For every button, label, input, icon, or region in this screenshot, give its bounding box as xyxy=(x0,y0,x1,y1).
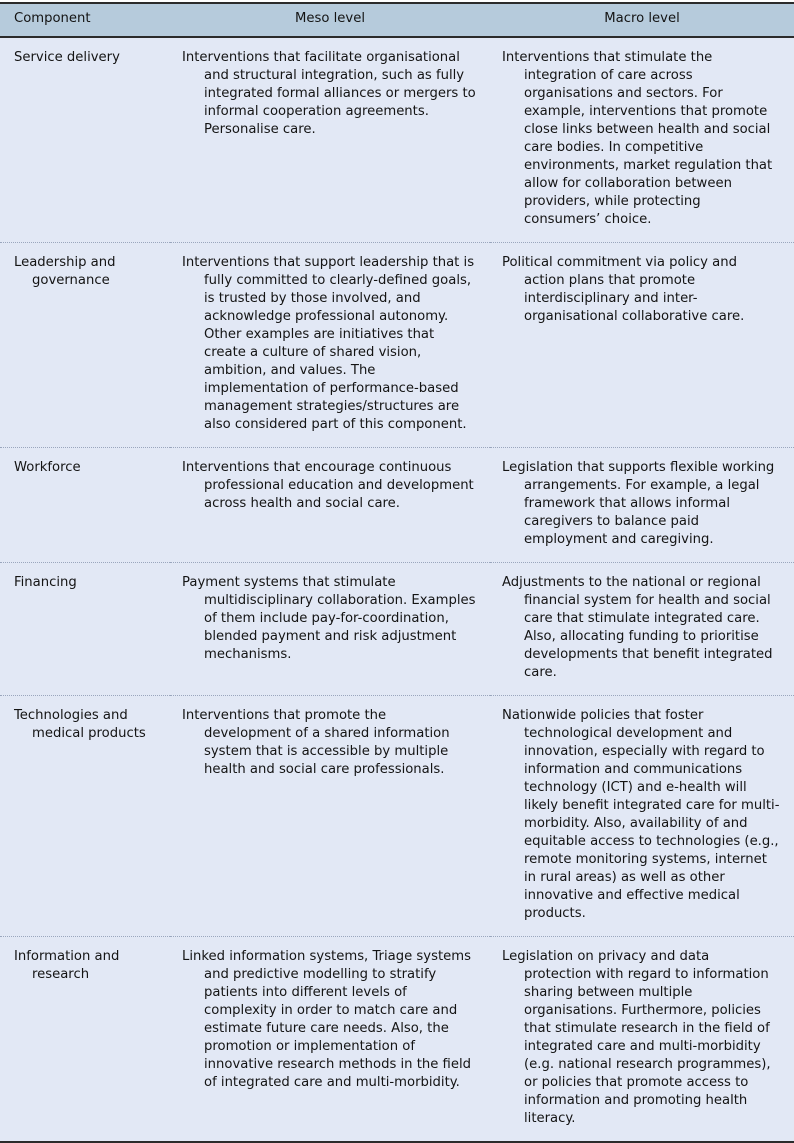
table-row xyxy=(0,695,794,936)
component-name xyxy=(0,37,170,243)
component-name-text: Technologies and medical products xyxy=(14,707,146,741)
macro-level-description xyxy=(490,562,794,695)
macro-level-description xyxy=(490,37,794,243)
meso-level-description-text: Interventions that support leadership that is fully committed to clearly-defined goals, is trusted by those involved, and acknowledge professional autonomy. Other examples are initiatives that create a culture of shared vision, ambition, and values. The implementation of performance-based management strategies/structures are also considered part of this component. xyxy=(182,254,475,432)
macro-level-description-text: Political commitment via policy and action plans that promote interdisciplinary and inter-organisational collaborative care. xyxy=(502,254,745,324)
component-name xyxy=(0,242,170,447)
component-name-text: Information and research xyxy=(14,949,120,983)
meso-level-description-text: Interventions that promote the development of a shared information system that is accessible by multiple health and social care professionals. xyxy=(182,707,450,778)
table-row xyxy=(0,242,794,447)
component-name xyxy=(0,562,170,695)
column-header-macro-level: Macro level xyxy=(490,4,794,37)
meso-level-description-text: Linked information systems, Triage systems and predictive modelling to stratify patients into different levels of complexity in order to match care and estimate future care needs. Also, the promotion or implementation of innovative research methods in the field of integrated care and multi-morbidity. xyxy=(182,949,472,1091)
header-row xyxy=(0,4,794,37)
macro-level-description xyxy=(490,242,794,447)
meso-level-description xyxy=(170,937,490,1142)
macro-level-description xyxy=(490,447,794,562)
macro-level-description xyxy=(490,937,794,1142)
macro-level-description-text: Interventions that stimulate the integration of care across organisations and sectors. For example, interventions that promote close links between health and social care bodies. In competitive environments, market regulation that allow for collaboration between providers, while protecting consumers’ choice. xyxy=(502,49,773,227)
meso-level-description xyxy=(170,562,490,695)
meso-level-description-text: Payment systems that stimulate multidisciplinary collaboration. Examples of them include pay-for-coordination, blended payment and risk adjustment mechanisms. xyxy=(182,574,476,662)
macro-level-description xyxy=(490,695,794,936)
macro-level-description-text: Adjustments to the national or regional financial system for health and social care that stimulate integrated care. Also, allocating funding to prioritise developments that benefit integrated care. xyxy=(502,574,773,680)
meso-level-description xyxy=(170,695,490,936)
component-name xyxy=(0,695,170,936)
components-table xyxy=(0,4,794,1141)
table-row xyxy=(0,447,794,562)
table-row xyxy=(0,37,794,243)
components-table-container xyxy=(0,2,794,1143)
component-name xyxy=(0,447,170,562)
table-row xyxy=(0,937,794,1142)
column-header-meso-level: Meso level xyxy=(170,4,490,37)
meso-level-description-text: Interventions that facilitate organisational and structural integration, such as fully integrated formal alliances or mergers to informal cooperation agreements. Personalise care. xyxy=(182,49,476,137)
table-header xyxy=(0,4,794,37)
meso-level-description-text: Interventions that encourage continuous professional education and development across health and social care. xyxy=(182,459,474,511)
meso-level-description xyxy=(170,447,490,562)
macro-level-description-text: Legislation on privacy and data protection with regard to information sharing between multiple organisations. Furthermore, policies that stimulate research in the field of integrated care and multi-morbidity (e.g. national research programmes), or policies that promote access to information and promoting health literacy. xyxy=(502,949,771,1127)
table-body xyxy=(0,37,794,1142)
meso-level-description xyxy=(170,37,490,243)
macro-level-description-text: Legislation that supports flexible working arrangements. For example, a legal framework that allows informal caregivers to balance paid employment and caregiving. xyxy=(502,459,775,547)
component-name-text: Workforce xyxy=(14,459,81,475)
table-row xyxy=(0,562,794,695)
component-name-text: Leadership and governance xyxy=(14,254,116,288)
macro-level-description-text: Nationwide policies that foster technological development and innovation, especially with regard to information and communications technology (ICT) and e-health will likely benefit integrated care for multi-morbidity. Also, availability of and equitable access to technologies (e.g., remote monitoring systems, internet in rural areas) as well as other innovative and effective medical products. xyxy=(502,707,780,922)
component-name-text: Service delivery xyxy=(14,49,120,65)
column-header-component: Component xyxy=(0,4,170,37)
component-name-text: Financing xyxy=(14,574,77,590)
component-name xyxy=(0,937,170,1142)
meso-level-description xyxy=(170,242,490,447)
